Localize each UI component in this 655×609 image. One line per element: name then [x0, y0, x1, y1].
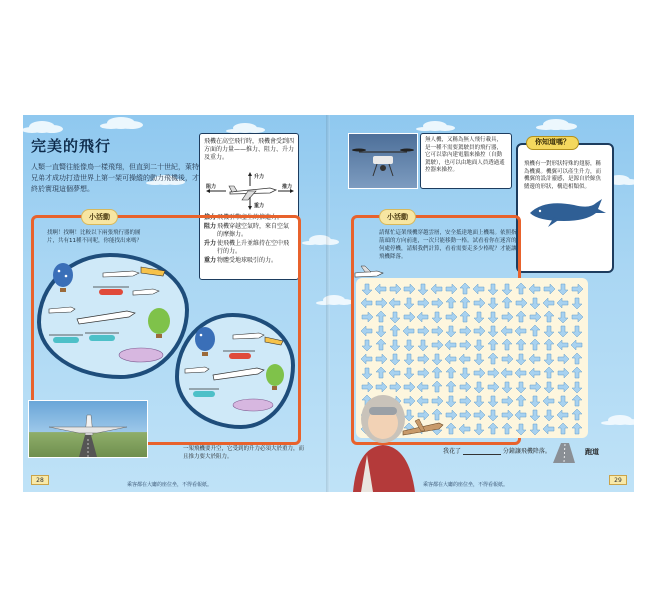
maze-arrow-icon[interactable]: [558, 326, 568, 337]
force-name: 推力: [204, 214, 217, 221]
thrust-label: 推力: [282, 184, 293, 190]
maze-arrow-icon[interactable]: [474, 312, 484, 323]
maze-arrow-icon[interactable]: [488, 312, 498, 323]
maze-arrow-icon[interactable]: [558, 368, 569, 378]
maze-arrow-icon[interactable]: [530, 410, 540, 421]
maze-arrow-icon[interactable]: [474, 326, 485, 336]
maze-arrow-icon[interactable]: [571, 340, 582, 350]
maze-arrow-icon[interactable]: [572, 298, 582, 309]
airplane-icon: [29, 401, 147, 457]
maze-arrow-icon[interactable]: [488, 326, 498, 337]
force-description: 飛機穿越空氣時，來自空氣的摩擦力。: [217, 223, 290, 238]
maze-arrow-icon[interactable]: [557, 340, 568, 350]
maze-arrow-icon[interactable]: [558, 382, 569, 392]
maze-arrow-icon[interactable]: [459, 424, 470, 434]
maze-arrow-icon[interactable]: [516, 382, 526, 393]
maze-arrow-icon[interactable]: [530, 382, 541, 392]
maze-arrow-icon[interactable]: [572, 326, 582, 337]
answer-prefix: 我花了: [443, 448, 462, 455]
maze-arrow-icon[interactable]: [557, 410, 568, 420]
maze-arrow-icon[interactable]: [474, 340, 484, 351]
page-title: 完美的飛行: [31, 137, 112, 155]
maze-arrow-icon[interactable]: [460, 368, 470, 379]
maze-arrow-icon[interactable]: [474, 298, 485, 308]
maze-arrow-icon[interactable]: [502, 410, 513, 420]
maze-arrow-icon[interactable]: [390, 284, 401, 294]
maze-arrow-icon[interactable]: [516, 311, 526, 322]
maze-arrow-icon[interactable]: [376, 367, 386, 378]
lift-caption: 一架飛機要升空，它受到的升力必須大於重力，而且推力要大於阻力。: [183, 446, 305, 460]
maze-arrow-icon[interactable]: [572, 409, 582, 420]
maze-arrow-icon[interactable]: [488, 284, 498, 295]
maze-arrow-icon[interactable]: [418, 284, 428, 295]
maze-arrow-icon[interactable]: [572, 382, 582, 393]
maze-arrow-icon[interactable]: [558, 284, 568, 295]
cloud: [233, 123, 257, 133]
maze-arrow-icon[interactable]: [530, 325, 540, 336]
maze-arrow-icon[interactable]: [543, 396, 554, 406]
runway-label: 跑道: [585, 448, 599, 456]
maze-arrow-icon[interactable]: [445, 354, 456, 364]
maze-arrow-icon[interactable]: [473, 284, 484, 294]
maze-instructions: 請幫忙這架飛機穿越雲層，安全抵達地面上機場。依照指箭頭的方向前進，一次只能移動一格。試看看你在迷宮的何處停機，請幫我們計算，看看需要走多少格呢？才能讓飛機降落。: [379, 230, 517, 260]
maze-arrow-icon[interactable]: [446, 297, 456, 308]
maze-arrow-icon[interactable]: [460, 283, 470, 294]
maze-arrow-icon[interactable]: [501, 368, 512, 378]
maze-arrow-icon[interactable]: [418, 340, 428, 351]
maze-arrow-icon[interactable]: [515, 410, 526, 420]
boy-icon: [343, 385, 453, 492]
maze-arrow-icon[interactable]: [446, 326, 456, 337]
maze-arrow-icon[interactable]: [446, 312, 457, 322]
maze-arrow-icon[interactable]: [502, 312, 513, 322]
maze-arrow-icon[interactable]: [390, 340, 400, 351]
maze-arrow-icon[interactable]: [488, 368, 499, 378]
maze-arrow-icon[interactable]: [516, 424, 526, 435]
maze-arrow-icon[interactable]: [474, 354, 484, 365]
maze-arrow-icon[interactable]: [529, 368, 540, 378]
maze-arrow-icon[interactable]: [376, 298, 387, 308]
maze-arrow-icon[interactable]: [403, 326, 414, 336]
small-airplane-icon: [353, 263, 385, 281]
maze-arrow-icon[interactable]: [418, 326, 429, 336]
maze-arrow-icon[interactable]: [529, 354, 540, 364]
maze-arrow-icon[interactable]: [460, 311, 470, 322]
maze-arrow-icon[interactable]: [404, 298, 414, 309]
maze-arrow-icon[interactable]: [361, 326, 372, 336]
maze-arrow-icon[interactable]: [460, 340, 471, 350]
maze-arrow-icon[interactable]: [502, 339, 512, 350]
maze-arrow-icon[interactable]: [544, 339, 554, 350]
drag-label: 阻力: [206, 184, 217, 190]
maze-arrow-icon[interactable]: [404, 354, 414, 365]
maze-arrow-icon[interactable]: [502, 284, 512, 295]
maze-arrow-icon[interactable]: [516, 283, 526, 294]
maze-arrow-icon[interactable]: [362, 340, 372, 351]
maze-arrow-icon[interactable]: [529, 284, 540, 294]
maze-arrow-icon[interactable]: [432, 367, 442, 378]
maze-arrow-icon[interactable]: [558, 423, 568, 434]
maze-arrow-icon[interactable]: [488, 298, 498, 309]
maze-arrow-icon[interactable]: [376, 326, 386, 337]
maze-arrow-icon[interactable]: [488, 410, 498, 421]
activity-badge: 小活動: [81, 209, 118, 225]
maze-arrow-icon[interactable]: [530, 424, 540, 435]
maze-arrow-icon[interactable]: [362, 284, 372, 295]
maze-arrow-icon[interactable]: [515, 368, 526, 378]
maze-arrow-icon[interactable]: [404, 312, 415, 322]
maze-arrow-icon[interactable]: [390, 354, 400, 365]
maze-arrow-icon[interactable]: [544, 410, 554, 421]
page-number-left: 28: [31, 475, 49, 485]
maze-arrow-icon[interactable]: [361, 298, 372, 308]
maze-arrow-icon[interactable]: [543, 298, 554, 308]
maze-arrow-icon[interactable]: [376, 354, 387, 364]
maze-arrow-icon[interactable]: [572, 367, 582, 378]
maze-arrow-icon[interactable]: [460, 382, 471, 392]
maze-arrow-icon[interactable]: [488, 339, 498, 350]
cloud: [543, 119, 569, 130]
maze-arrow-icon[interactable]: [474, 382, 484, 393]
drone-info-box: 無人機，又稱為無人飛行載具，是一種不需要駕駛員的飛行器，它可以靠內建電腦來操控（自動駕駛），也可以由地面人員透過遙控器來操控。: [420, 133, 512, 189]
maze-arrow-icon[interactable]: [502, 423, 512, 434]
maze-arrow-icon[interactable]: [544, 382, 554, 393]
spot-difference-picture-b: [175, 313, 295, 429]
did-you-know-title: 你知道嗎？: [526, 136, 579, 150]
maze-arrow-icon[interactable]: [431, 284, 442, 294]
maze-arrow-icon[interactable]: [432, 312, 442, 323]
book-spread: [23, 115, 634, 492]
maze-arrow-icon[interactable]: [488, 353, 498, 364]
maze-arrow-icon[interactable]: [474, 396, 484, 407]
maze-arrow-icon[interactable]: [418, 368, 429, 378]
maze-arrow-icon[interactable]: [558, 354, 569, 364]
maze-arrow-icon[interactable]: [390, 325, 400, 336]
maze-arrow-icon[interactable]: [432, 354, 442, 365]
footer-left: 乘客都在大廳的座位坐，不得看報紙。: [127, 482, 213, 488]
lift-label: 升力: [254, 174, 265, 180]
maze-arrow-icon[interactable]: [502, 396, 513, 406]
force-name: 重力: [204, 257, 217, 264]
maze-arrow-icon[interactable]: [502, 354, 513, 364]
whale-icon: [524, 195, 608, 229]
maze-arrow-icon[interactable]: [404, 340, 414, 351]
maze-arrow-icon[interactable]: [361, 354, 372, 364]
activity-instructions: 找啊！找啊！比較以下兩張飛行器的圖片，共有11種不同呢，你能找出來嗎？: [47, 230, 142, 244]
maze-arrow-icon[interactable]: [530, 298, 540, 309]
drone-photo: [348, 133, 418, 189]
maze-arrow-icon[interactable]: [572, 395, 582, 406]
maze-arrow-icon[interactable]: [558, 396, 568, 407]
answer-line: [443, 446, 551, 455]
cloud: [608, 415, 632, 425]
maze-arrow-icon[interactable]: [376, 339, 386, 350]
maze-arrow-icon[interactable]: [557, 298, 568, 308]
maze-arrow-icon[interactable]: [572, 284, 583, 294]
maze-arrow-icon[interactable]: [558, 312, 568, 323]
maze-arrow-icon[interactable]: [572, 423, 582, 434]
did-you-know-text: 飛機有一對形狀特殊的翅膀，稱為機翼。機翼可以產生升力，而機翼的設計靈感，是源自於鯨魚鰭邊的形狀，構造相類似。: [524, 161, 602, 190]
maze-arrow-icon[interactable]: [543, 424, 554, 434]
maze-arrow-icon[interactable]: [516, 298, 527, 308]
did-you-know-box: [516, 138, 614, 273]
maze-arrow-icon[interactable]: [418, 298, 429, 308]
forces-diagram: [204, 170, 294, 210]
maze-arrow-icon[interactable]: [544, 354, 554, 365]
activity-badge: 小活動: [379, 209, 416, 225]
maze-arrow-icon[interactable]: [516, 339, 526, 350]
aircraft-collage-icon: [41, 257, 185, 375]
page-number-right: 29: [609, 475, 627, 485]
maze-arrow-icon[interactable]: [445, 340, 456, 350]
force-name: 升力: [204, 240, 217, 247]
maze-arrow-icon[interactable]: [375, 284, 386, 294]
spot-difference-picture-a: [37, 253, 189, 379]
maze-arrow-icon[interactable]: [572, 353, 582, 364]
maze-arrow-icon[interactable]: [488, 382, 499, 392]
maze-arrow-icon[interactable]: [544, 367, 554, 378]
aircraft-collage-icon: [179, 317, 291, 425]
maze-arrow-icon[interactable]: [530, 312, 541, 322]
maze-arrow-icon[interactable]: [432, 298, 443, 308]
maze-arrow-icon[interactable]: [530, 396, 540, 407]
maze-arrow-icon[interactable]: [446, 284, 457, 294]
footer-right: 乘客都在大廳的座位坐，不得看報紙。: [423, 482, 509, 488]
maze-arrow-icon[interactable]: [474, 368, 485, 378]
cloud: [107, 117, 135, 129]
maze-arrow-icon[interactable]: [460, 326, 471, 336]
maze-arrow-icon[interactable]: [460, 297, 470, 308]
page-gutter: [326, 115, 330, 492]
maze-arrow-icon[interactable]: [376, 311, 386, 322]
forces-intro: 飛機在高空飛行時，飛機會受到四方面的力量——推力、阻力、升力及重力。: [204, 138, 295, 161]
maze-arrow-icon[interactable]: [516, 395, 526, 406]
maze-arrow-icon[interactable]: [417, 312, 428, 322]
maze-arrow-icon[interactable]: [459, 354, 470, 364]
maze-arrow-icon[interactable]: [502, 297, 512, 308]
maze-arrow-icon[interactable]: [362, 368, 372, 379]
cloud: [423, 121, 447, 131]
maze-arrow-icon[interactable]: [389, 298, 400, 308]
maze-arrow-icon[interactable]: [404, 368, 414, 379]
maze-arrow-icon[interactable]: [432, 326, 443, 336]
maze-arrow-icon[interactable]: [432, 340, 443, 350]
maze-arrow-icon[interactable]: [501, 326, 512, 336]
intro-text: 人類一直嚮往能像鳥一樣飛翔，但直到二十世紀，萊特兄弟才成功打造世界上第一架可操縱的動力飛機後，才終於實現這個夢想。: [31, 163, 199, 193]
maze-arrow-icon[interactable]: [446, 367, 456, 378]
cloud: [29, 121, 55, 133]
maze-arrow-icon[interactable]: [390, 312, 400, 323]
maze-arrow-icon[interactable]: [362, 312, 373, 322]
maze-arrow-icon[interactable]: [474, 410, 485, 420]
answer-blank[interactable]: [463, 449, 501, 455]
maze-arrow-icon[interactable]: [488, 396, 498, 407]
force-description: 使飛機上升並維持在空中飛行的力。: [217, 240, 290, 255]
runway-icon: [551, 441, 577, 465]
maze-arrow-icon[interactable]: [544, 284, 555, 294]
maze-arrow-icon[interactable]: [515, 326, 526, 336]
answer-suffix: 分鐘讓飛機降落。: [502, 448, 551, 455]
force-description: 物體受地球吸引的力。: [217, 257, 278, 264]
force-name: 阻力: [204, 223, 217, 230]
runway-airplane-photo: [28, 400, 148, 458]
maze-arrow-icon[interactable]: [544, 326, 554, 337]
maze-arrow-icon[interactable]: [460, 396, 471, 406]
maze-arrow-icon[interactable]: [474, 424, 484, 435]
maze-arrow-icon[interactable]: [572, 312, 583, 322]
maze-arrow-icon[interactable]: [488, 423, 498, 434]
maze-arrow-icon[interactable]: [530, 339, 540, 350]
maze-arrow-icon[interactable]: [418, 354, 429, 364]
force-description: 飛機引擎產生的推進力。: [217, 214, 284, 221]
maze-arrow-icon[interactable]: [516, 354, 526, 365]
maze-arrow-icon[interactable]: [389, 368, 400, 378]
maze-arrow-icon[interactable]: [544, 311, 554, 322]
boy-with-toy-plane-photo: [343, 385, 453, 492]
maze-arrow-icon[interactable]: [460, 410, 471, 420]
drone-icon: [349, 134, 417, 188]
weight-label: 重力: [254, 203, 265, 209]
maze-arrow-icon[interactable]: [502, 382, 512, 393]
maze-arrow-icon[interactable]: [404, 284, 415, 294]
